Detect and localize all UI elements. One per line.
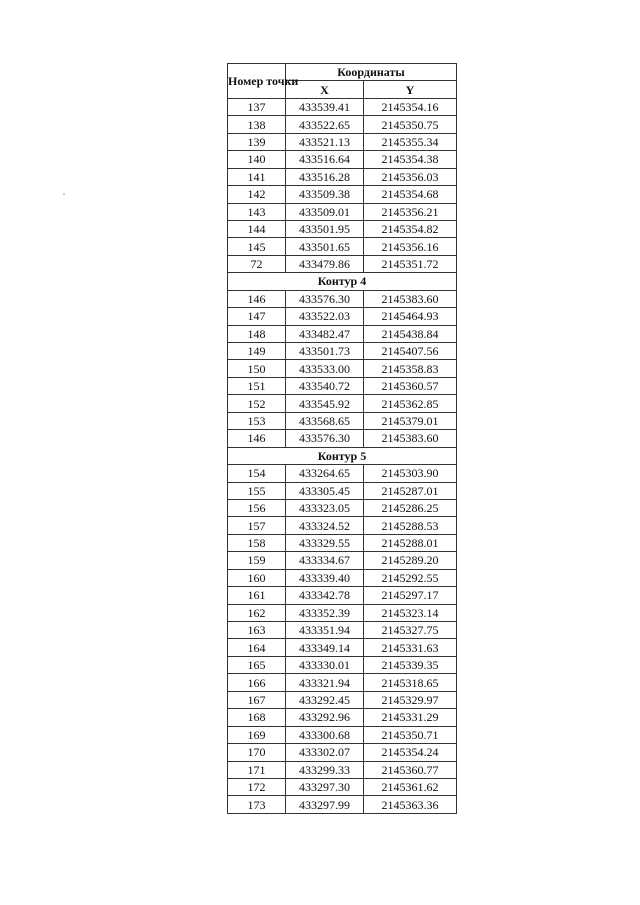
y-coordinate-cell: 2145289.20 <box>364 552 457 569</box>
table-row <box>228 168 457 185</box>
point-number-cell: 160 <box>228 569 286 586</box>
point-number-cell: 143 <box>228 203 286 220</box>
table-row <box>228 395 457 412</box>
y-coordinate-cell: 2145354.38 <box>364 151 457 168</box>
x-coordinate-cell: 433329.55 <box>286 534 364 551</box>
table-row <box>228 709 457 726</box>
y-coordinate-cell: 2145363.36 <box>364 796 457 813</box>
scan-speck <box>63 193 65 195</box>
contour-label: Контур 4 <box>228 273 457 290</box>
contour-label: Контур 5 <box>228 447 457 464</box>
x-coordinate-cell: 433501.65 <box>286 238 364 255</box>
contour-header-row <box>228 273 457 290</box>
x-coordinate-cell: 433339.40 <box>286 569 364 586</box>
y-coordinate-cell: 2145360.57 <box>364 377 457 394</box>
y-coordinate-cell: 2145350.75 <box>364 116 457 133</box>
table-row <box>228 377 457 394</box>
table-row <box>228 656 457 673</box>
table-row <box>228 343 457 360</box>
x-coordinate-cell: 433302.07 <box>286 744 364 761</box>
table-row <box>228 116 457 133</box>
table-row <box>228 238 457 255</box>
y-coordinate-cell: 2145292.55 <box>364 569 457 586</box>
table-row <box>228 796 457 813</box>
point-number-cell: 165 <box>228 656 286 673</box>
table-row <box>228 778 457 795</box>
table-row <box>228 622 457 639</box>
y-coordinate-cell: 2145362.85 <box>364 395 457 412</box>
y-coordinate-cell: 2145331.63 <box>364 639 457 656</box>
x-coordinate-cell: 433482.47 <box>286 325 364 342</box>
y-coordinate-cell: 2145351.72 <box>364 255 457 272</box>
table-row <box>228 534 457 551</box>
x-coordinate-cell: 433323.05 <box>286 499 364 516</box>
table-row <box>228 761 457 778</box>
y-column-header: Y <box>364 81 457 98</box>
point-number-header: Номер точки <box>228 64 286 99</box>
y-coordinate-cell: 2145354.16 <box>364 98 457 115</box>
point-number-cell: 145 <box>228 238 286 255</box>
y-coordinate-cell: 2145327.75 <box>364 622 457 639</box>
point-number-cell: 168 <box>228 709 286 726</box>
x-coordinate-cell: 433300.68 <box>286 726 364 743</box>
point-number-cell: 156 <box>228 499 286 516</box>
table-row <box>228 569 457 586</box>
x-coordinate-cell: 433516.64 <box>286 151 364 168</box>
point-number-cell: 138 <box>228 116 286 133</box>
y-coordinate-cell: 2145360.77 <box>364 761 457 778</box>
point-number-cell: 158 <box>228 534 286 551</box>
x-coordinate-cell: 433299.33 <box>286 761 364 778</box>
x-coordinate-cell: 433539.41 <box>286 98 364 115</box>
y-coordinate-cell: 2145361.62 <box>364 778 457 795</box>
y-coordinate-cell: 2145323.14 <box>364 604 457 621</box>
point-number-cell: 141 <box>228 168 286 185</box>
point-number-cell: 171 <box>228 761 286 778</box>
y-coordinate-cell: 2145383.60 <box>364 430 457 447</box>
point-number-cell: 140 <box>228 151 286 168</box>
y-coordinate-cell: 2145288.01 <box>364 534 457 551</box>
x-coordinate-cell: 433576.30 <box>286 430 364 447</box>
point-number-cell: 139 <box>228 133 286 150</box>
table-row <box>228 482 457 499</box>
table-row <box>228 98 457 115</box>
y-coordinate-cell: 2145356.21 <box>364 203 457 220</box>
x-coordinate-cell: 433576.30 <box>286 290 364 307</box>
x-coordinate-cell: 433568.65 <box>286 412 364 429</box>
y-coordinate-cell: 2145356.03 <box>364 168 457 185</box>
table-row <box>228 674 457 691</box>
table-row <box>228 186 457 203</box>
table-row <box>228 587 457 604</box>
y-coordinate-cell: 2145350.71 <box>364 726 457 743</box>
x-coordinate-cell: 433292.45 <box>286 691 364 708</box>
point-number-cell: 169 <box>228 726 286 743</box>
x-coordinate-cell: 433352.39 <box>286 604 364 621</box>
x-coordinate-cell: 433351.94 <box>286 622 364 639</box>
x-coordinate-cell: 433297.99 <box>286 796 364 813</box>
point-number-cell: 166 <box>228 674 286 691</box>
y-coordinate-cell: 2145379.01 <box>364 412 457 429</box>
point-number-cell: 146 <box>228 430 286 447</box>
y-coordinate-cell: 2145356.16 <box>364 238 457 255</box>
point-number-cell: 153 <box>228 412 286 429</box>
table-row <box>228 499 457 516</box>
x-coordinate-cell: 433264.65 <box>286 465 364 482</box>
y-coordinate-cell: 2145383.60 <box>364 290 457 307</box>
point-number-cell: 154 <box>228 465 286 482</box>
x-coordinate-cell: 433522.65 <box>286 116 364 133</box>
y-coordinate-cell: 2145318.65 <box>364 674 457 691</box>
x-coordinate-cell: 433521.13 <box>286 133 364 150</box>
x-coordinate-cell: 433324.52 <box>286 517 364 534</box>
point-number-cell: 147 <box>228 308 286 325</box>
table-row <box>228 151 457 168</box>
x-coordinate-cell: 433334.67 <box>286 552 364 569</box>
point-number-cell: 72 <box>228 255 286 272</box>
x-coordinate-cell: 433297.30 <box>286 778 364 795</box>
contour-header-row <box>228 447 457 464</box>
point-number-cell: 137 <box>228 98 286 115</box>
point-number-cell: 151 <box>228 377 286 394</box>
x-coordinate-cell: 433342.78 <box>286 587 364 604</box>
table-row <box>228 465 457 482</box>
y-coordinate-cell: 2145331.29 <box>364 709 457 726</box>
y-coordinate-cell: 2145438.84 <box>364 325 457 342</box>
x-coordinate-cell: 433540.72 <box>286 377 364 394</box>
table-row <box>228 220 457 237</box>
x-coordinate-cell: 433321.94 <box>286 674 364 691</box>
table-row <box>228 325 457 342</box>
table-row <box>228 691 457 708</box>
table-row <box>228 308 457 325</box>
x-coordinate-cell: 433509.38 <box>286 186 364 203</box>
x-coordinate-cell: 433533.00 <box>286 360 364 377</box>
table-row <box>228 604 457 621</box>
point-number-cell: 173 <box>228 796 286 813</box>
table-row <box>228 726 457 743</box>
y-coordinate-cell: 2145297.17 <box>364 587 457 604</box>
x-coordinate-cell: 433509.01 <box>286 203 364 220</box>
coordinates-table <box>227 63 457 814</box>
point-number-cell: 164 <box>228 639 286 656</box>
y-coordinate-cell: 2145358.83 <box>364 360 457 377</box>
point-number-cell: 159 <box>228 552 286 569</box>
x-coordinate-cell: 433516.28 <box>286 168 364 185</box>
table-row <box>228 290 457 307</box>
point-number-cell: 162 <box>228 604 286 621</box>
y-coordinate-cell: 2145355.34 <box>364 133 457 150</box>
point-number-cell: 150 <box>228 360 286 377</box>
y-coordinate-cell: 2145339.35 <box>364 656 457 673</box>
y-coordinate-cell: 2145329.97 <box>364 691 457 708</box>
x-coordinate-cell: 433501.73 <box>286 343 364 360</box>
y-coordinate-cell: 2145354.82 <box>364 220 457 237</box>
point-number-cell: 163 <box>228 622 286 639</box>
table-row <box>228 255 457 272</box>
table-row <box>228 412 457 429</box>
coordinates-header: Координаты <box>286 64 457 81</box>
y-coordinate-cell: 2145354.68 <box>364 186 457 203</box>
table-row <box>228 552 457 569</box>
point-number-cell: 167 <box>228 691 286 708</box>
point-number-cell: 157 <box>228 517 286 534</box>
table-row <box>228 133 457 150</box>
point-number-cell: 152 <box>228 395 286 412</box>
point-number-cell: 170 <box>228 744 286 761</box>
x-coordinate-cell: 433545.92 <box>286 395 364 412</box>
y-coordinate-cell: 2145287.01 <box>364 482 457 499</box>
y-coordinate-cell: 2145354.24 <box>364 744 457 761</box>
x-coordinate-cell: 433330.01 <box>286 656 364 673</box>
point-number-cell: 146 <box>228 290 286 307</box>
y-coordinate-cell: 2145288.53 <box>364 517 457 534</box>
x-coordinate-cell: 433479.86 <box>286 255 364 272</box>
table-row <box>228 744 457 761</box>
table-row <box>228 517 457 534</box>
point-number-cell: 172 <box>228 778 286 795</box>
coordinates-table-body <box>228 98 457 813</box>
y-coordinate-cell: 2145303.90 <box>364 465 457 482</box>
x-coordinate-cell: 433292.96 <box>286 709 364 726</box>
point-number-cell: 148 <box>228 325 286 342</box>
table-row <box>228 430 457 447</box>
point-number-cell: 161 <box>228 587 286 604</box>
table-row <box>228 203 457 220</box>
point-number-cell: 144 <box>228 220 286 237</box>
point-number-cell: 155 <box>228 482 286 499</box>
x-coordinate-cell: 433305.45 <box>286 482 364 499</box>
x-coordinate-cell: 433501.95 <box>286 220 364 237</box>
point-number-cell: 149 <box>228 343 286 360</box>
table-row <box>228 639 457 656</box>
y-coordinate-cell: 2145286.25 <box>364 499 457 516</box>
x-coordinate-cell: 433349.14 <box>286 639 364 656</box>
x-coordinate-cell: 433522.03 <box>286 308 364 325</box>
x-column-header: X <box>286 81 364 98</box>
table-row <box>228 360 457 377</box>
y-coordinate-cell: 2145407.56 <box>364 343 457 360</box>
y-coordinate-cell: 2145464.93 <box>364 308 457 325</box>
point-number-cell: 142 <box>228 186 286 203</box>
